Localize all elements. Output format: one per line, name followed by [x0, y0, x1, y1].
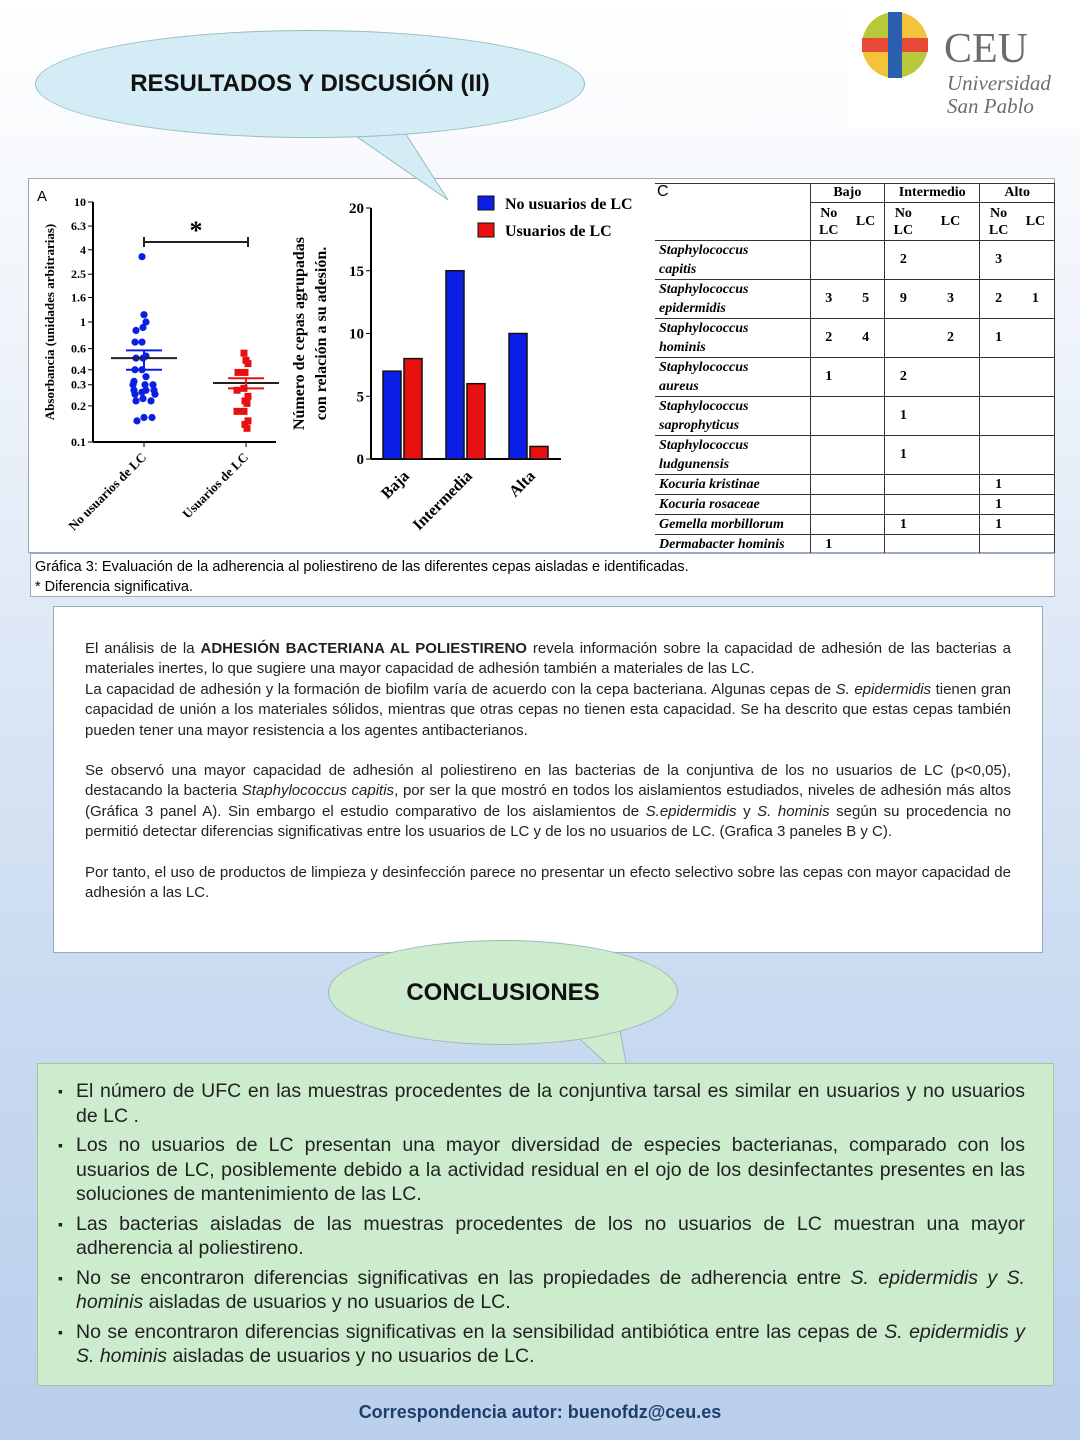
- paragraph: Se observó una mayor capacidad de adhesión al poliestireno en las bacterias de la conjuntiva de los no usuarios de LC (p<0,05), destacando la bacteria Staphylococcus capitis, por ser la que mostró en todos los aislamientos estudiados, niveles de adhesión más altos (Gráfica 3 panel A). Sin embargo el estudio comparativo de los aislamientos de S.epidermidis y S. hominis según su procedencia no permitió detectar diferencias significativas entre los usuarios de LC y de los no usuarios de LC. (Grafica 3 paneles B y C).: [85, 762, 1011, 841]
- conclusion-item: ▪ El número de UFC en las muestras procedentes de la conjuntiva tarsal es similar en usuarios y no usuarios de LC .: [76, 1079, 1025, 1128]
- species-name: Gemella morbillorum: [655, 515, 810, 535]
- footer-contact[interactable]: Correspondencia autor: buenofdz@ceu.es: [358, 1402, 722, 1422]
- y-tick-label: 4: [80, 242, 86, 257]
- table-cell: 1: [885, 397, 922, 436]
- x-tick-label: Intermedia: [409, 467, 476, 534]
- y-tick-label: 10: [349, 326, 364, 343]
- y-axis-label: con relación a su adesión.: [313, 246, 330, 421]
- species-name: Staphylococcus capitis: [655, 241, 810, 280]
- section-title: RESULTADOS Y DISCUSIÓN (II): [35, 30, 585, 138]
- y-tick-label: 0.4: [71, 362, 86, 377]
- table-cell: 5: [847, 280, 885, 319]
- paragraph: El análisis de la ADHESIÓN BACTERIANA AL POLIESTIRENO revela información sobre la capacidad de adhesión de las bacterias a materiales inertes, lo que sugiere una mayor capacidad de adhesión también a materiales de las LC. La capacidad de adhesión y la formación de biofilm varía de acuerdo con la cepa bacteriana. Algunas cepas de S. epidermidis tienen gran capacidad de unión a los materiales sólidos, mientras que otras cepas no tienen esta capacidad. Se ha descrito que estas cepas también pueden tener una mayor resistencia a los agentes antibacterianos.: [85, 640, 1011, 739]
- y-axis-label: Número de cepas agrupadas: [291, 236, 308, 431]
- species-name: Staphylococcus saprophyticus: [655, 397, 810, 436]
- table-cell: 1: [980, 515, 1017, 535]
- y-tick-label: 0: [356, 452, 364, 468]
- sub-header: No LC: [980, 203, 1017, 241]
- panel-a-label: A: [37, 188, 48, 205]
- sub-header: LC: [922, 203, 980, 241]
- y-tick-label: 0.1: [71, 435, 86, 449]
- y-tick-label: 1: [80, 315, 86, 329]
- table-cell: 1: [885, 436, 922, 475]
- caption-note: * Diferencia significativa.: [35, 579, 193, 595]
- paragraph: Por tanto, el uso de productos de limpieza y desinfección parece no presentar un efecto selectivo sobre las cepas con mayor capacidad de adhesión a las LC.: [85, 863, 1011, 902]
- y-tick-label: 15: [349, 263, 364, 280]
- species-name: Staphylococcus hominis: [655, 319, 810, 358]
- table-cell: 3: [922, 280, 980, 319]
- conclusion-item: ▪ No se encontraron diferencias significativas en las propiedades de adherencia entre S. epidermidis y S. hominis aisladas de usuarios y no usuarios de LC.: [76, 1266, 1025, 1315]
- x-tick-label: Usuarios de LC: [179, 449, 252, 522]
- species-name: Staphylococcus ludgunensis: [655, 436, 810, 475]
- legend-label: Usuarios de LC: [505, 223, 612, 240]
- sub-header: No LC: [810, 203, 847, 241]
- table-cell: 9: [885, 280, 922, 319]
- table-cell: 4: [847, 319, 885, 358]
- sub-header: LC: [1017, 203, 1055, 241]
- conclusions-title: CONCLUSIONES: [328, 940, 678, 1045]
- table-cell: 3: [980, 241, 1017, 280]
- y-tick-label: 6.3: [71, 219, 86, 234]
- x-tick-label: Alta: [506, 467, 539, 501]
- species-name: Kocuria kristinae: [655, 475, 810, 495]
- table-cell: 1: [810, 358, 847, 397]
- caption-line: Gráfica 3: Evaluación de la adherencia al poliestireno de las diferentes cepas aisladas e identificadas.: [35, 559, 689, 575]
- y-tick-label: 5: [356, 389, 364, 406]
- group-header: Bajo: [810, 184, 885, 203]
- y-tick-label: 0.2: [71, 398, 86, 413]
- svg-text:CEU: CEU: [944, 26, 1028, 72]
- conclusions-box: [37, 1063, 1054, 1386]
- table-cell: 2: [885, 358, 922, 397]
- significance-star: *: [189, 216, 203, 245]
- table-cell: 3: [810, 280, 847, 319]
- y-tick-label: 20: [349, 201, 364, 217]
- species-name: Kocuria rosaceae: [655, 495, 810, 515]
- panel-c-label: C: [657, 183, 669, 200]
- svg-text:San Pablo: San Pablo: [947, 94, 1034, 118]
- table-cell: 1: [980, 475, 1017, 495]
- table-cell: 2: [885, 241, 922, 280]
- table-cell: 1: [885, 515, 922, 535]
- species-name: Staphylococcus epidermidis: [655, 280, 810, 319]
- sub-header: LC: [847, 203, 885, 241]
- legend-label: No usuarios de LC: [505, 196, 633, 213]
- svg-text:Universidad: Universidad: [947, 71, 1051, 95]
- conclusion-item: ▪ Las bacterias aisladas de las muestras procedentes de los no usuarios de LC muestran una mayor adherencia al poliestireno.: [76, 1212, 1025, 1261]
- x-tick-label: No usuarios de LC: [65, 449, 150, 534]
- y-tick-label: 1.6: [71, 290, 86, 305]
- group-header: Intermedio: [885, 184, 980, 203]
- y-tick-label: 0.6: [71, 341, 86, 356]
- y-axis-label: Absorbancia (unidades arbitrarias): [42, 223, 57, 421]
- y-tick-label: 2.5: [71, 267, 86, 282]
- logo-emblem-icon: [847, 0, 1080, 128]
- x-tick-label: Baja: [378, 467, 413, 503]
- species-name: Staphylococcus aureus: [655, 358, 810, 397]
- group-header: Alto: [980, 184, 1055, 203]
- table-cell: 2: [980, 280, 1017, 319]
- ceu-logo: [847, 0, 1080, 128]
- table-cell: 2: [810, 319, 847, 358]
- table-cell: 1: [980, 319, 1017, 358]
- conclusion-item: ▪ No se encontraron diferencias significativas en la sensibilidad antibiótica entre las cepas de S. epidermidis y S. hominis aisladas de usuarios y no usuarios de LC.: [76, 1320, 1025, 1369]
- discussion-text: [53, 606, 1043, 953]
- table-cell: 1: [980, 495, 1017, 515]
- table-cell: 1: [810, 535, 847, 555]
- y-tick-label: 10: [74, 195, 86, 209]
- sub-header: No LC: [885, 203, 922, 241]
- y-tick-label: 0.3: [71, 377, 86, 392]
- conclusion-item: ▪ Los no usuarios de LC presentan una mayor diversidad de especies bacterianas, comparado con los usuarios de LC, posiblemente debido a la actividad residual en el ojo de los desinfectantes presentes en las soluciones de mantenimiento de las LC.: [76, 1133, 1025, 1207]
- table-cell: 1: [1017, 280, 1055, 319]
- species-name: Dermabacter hominis: [655, 535, 810, 555]
- table-cell: 2: [922, 319, 980, 358]
